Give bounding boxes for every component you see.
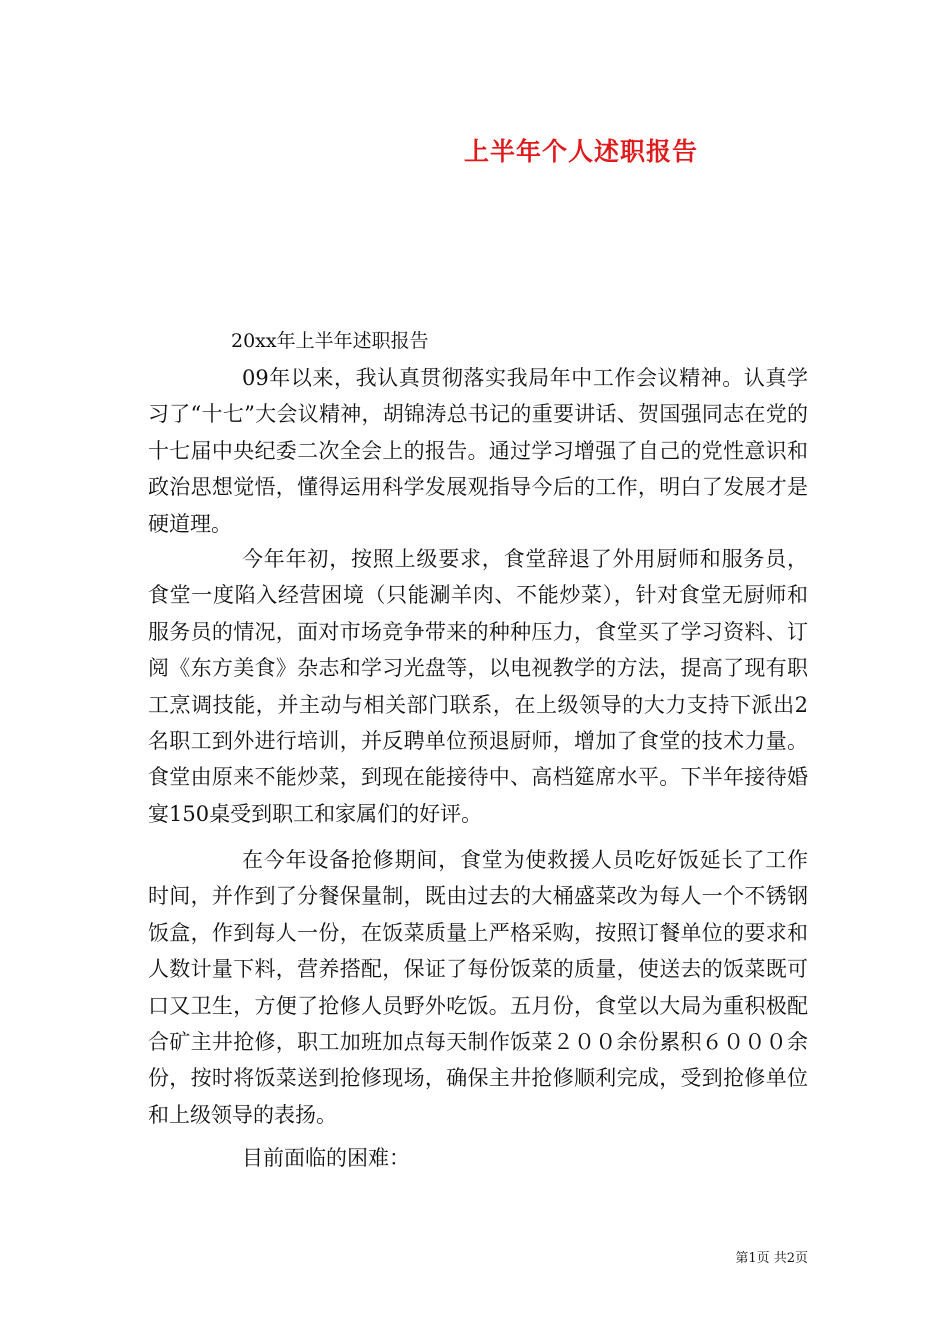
- paragraph-canteen: 今年年初，按照上级要求，食堂辞退了外用厨师和服务员，食堂一度陷入经营困境（只能涮羊肉、不能炒菜），针对食堂无厨师和服务员的情况，面对市场竞争带来的种种压力，食堂买了学习资料、订阅《东方美食》杂志和学习光盘等，以电视教学的方法，提高了现有职工烹调技能，并主动与相关部门联系，在上级领导的大力支持下派出2名职工到外进行培训，并反聘单位预退厨师，增加了食堂的技术力量。食堂由原来不能炒菜，到现在能接待中、高档筵席水平。下半年接待婚宴150桌受到职工和家属们的好评。: [148, 547, 808, 826]
- report-subtitle: 20xx年上半年述职报告: [231, 330, 429, 352]
- paragraph-study: 09年以来，我认真贯彻落实我局年中工作会议精神。认真学习了“十七”大会议精神，胡锦涛总书记的重要讲话、贺国强同志在党的十七届中央纪委二次全会上的报告。通过学习增强了自己的党性意识和政治思想觉悟，懂得运用科学发展观指导今后的工作，明白了发展才是硬道理。: [148, 366, 808, 536]
- document-title: 上半年个人述职报告: [463, 137, 698, 166]
- paragraph-difficulties: 目前面临的困难：: [242, 1146, 410, 1170]
- page-number: 第1页 共2页: [735, 1251, 808, 1266]
- paragraph-repair: 在今年设备抢修期间，食堂为使救援人员吃好饭延长了工作时间，并作到了分餐保量制，既由过去的大桶盛菜改为每人一个不锈钢饭盒，作到每人一份，在饭菜质量上严格采购，按照订餐单位的要求和人数计量下料，营养搭配，保证了每份饭菜的质量，使送去的饭菜既可口又卫生，方便了抢修人员野外吃饭。五月份，食堂以大局为重积极配合矿主井抢修，职工加班加点每天制作饭菜２００余份累积６０００余份，按时将饭菜送到抢修现场，确保主井抢修顺利完成，受到抢修单位和上级领导的表扬。: [148, 848, 808, 1127]
